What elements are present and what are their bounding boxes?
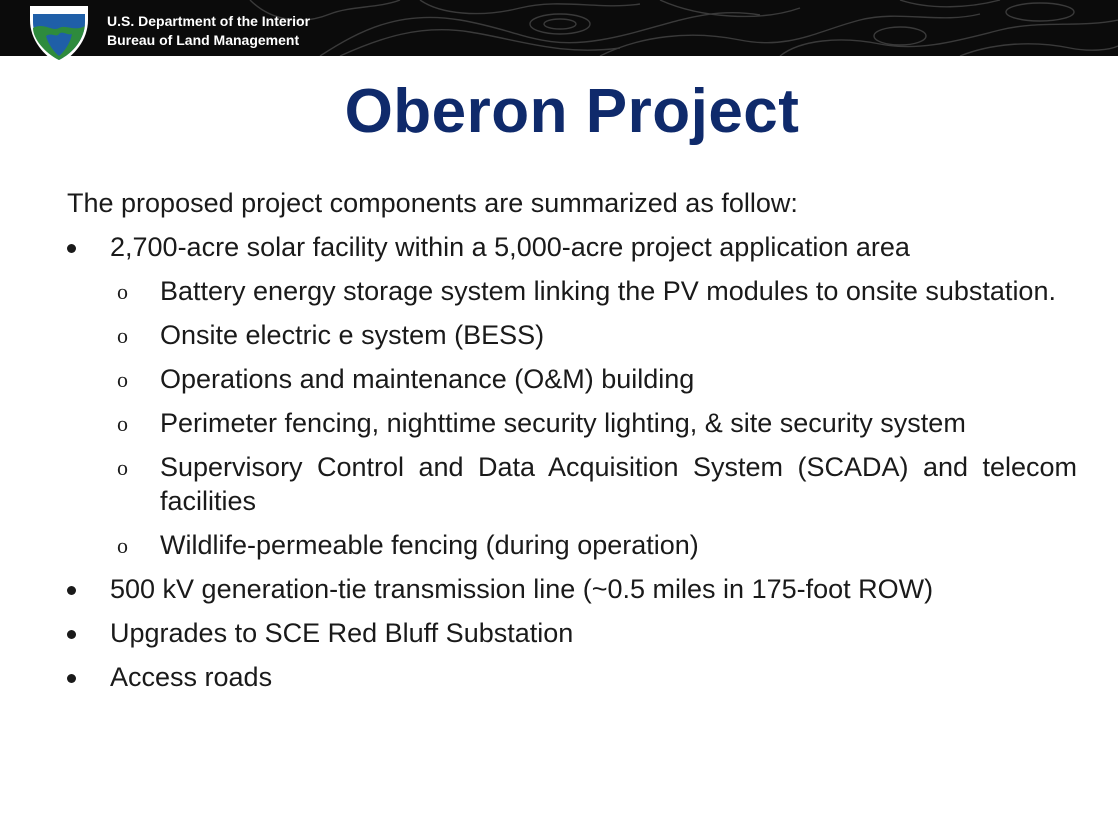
list-item-text: Upgrades to SCE Red Bluff Substation [110, 618, 574, 648]
list-item [67, 230, 1077, 562]
circle-bullet-icon: o [117, 279, 128, 304]
circle-bullet-icon: o [117, 455, 128, 480]
sub-list-item-text: Battery energy storage system linking the PV modules to onsite substation. [160, 276, 1056, 306]
header-banner [0, 0, 1118, 56]
sub-list-item [67, 362, 1077, 396]
list-item-text: 500 kV generation-tie transmission line (~0.5 miles in 175-foot ROW) [110, 574, 934, 604]
slide-body [67, 186, 1077, 704]
circle-bullet-icon: o [117, 411, 128, 436]
sub-list-item-text: Perimeter fencing, nighttime security lighting, & site security system [160, 408, 966, 438]
sub-list-item [67, 450, 1077, 518]
agency-line-2: Bureau of Land Management [107, 32, 300, 48]
bullet-dot-icon [67, 586, 76, 595]
bullet-list [67, 230, 1077, 694]
bullet-dot-icon [67, 630, 76, 639]
circle-bullet-icon: o [117, 533, 128, 558]
sub-list-item [67, 528, 1077, 562]
list-item [67, 616, 1077, 650]
sub-list-item [67, 274, 1077, 308]
intro-text: The proposed project components are summarized as follow: [67, 188, 798, 218]
sub-list-item-text: Onsite electric e system (BESS) [160, 320, 545, 350]
sub-list-item [67, 406, 1077, 440]
sub-list-item-text: Supervisory Control and Data Acquisition System (SCADA) and telecom facilities [160, 452, 1077, 516]
bullet-dot-icon [67, 244, 76, 253]
list-item-text: 2,700-acre solar facility within a 5,000-acre project application area [110, 232, 910, 262]
bullet-dot-icon [67, 674, 76, 683]
agency-line-1: U.S. Department of the Interior [107, 13, 311, 29]
circle-bullet-icon: o [117, 367, 128, 392]
list-item-text: Access roads [110, 662, 273, 692]
sub-bullet-list [67, 274, 1077, 562]
sub-list-item-text: Wildlife-permeable fencing (during operation) [160, 530, 699, 560]
list-item [67, 572, 1077, 606]
blm-shield-logo-icon [26, 2, 92, 66]
sub-list-item [67, 318, 1077, 352]
slide-title: Oberon Project [344, 77, 800, 146]
list-item [67, 660, 1077, 694]
circle-bullet-icon: o [117, 323, 128, 348]
agency-name [107, 12, 310, 50]
sub-list-item-text: Operations and maintenance (O&M) building [160, 364, 695, 394]
